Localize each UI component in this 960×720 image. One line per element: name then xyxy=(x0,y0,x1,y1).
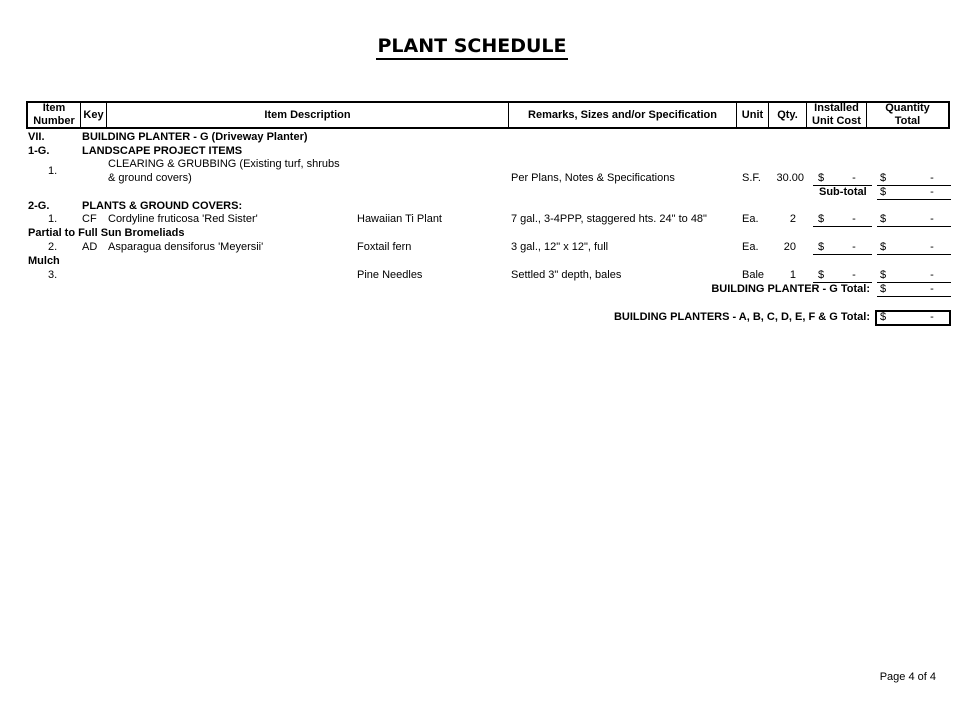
total-underline xyxy=(877,226,951,227)
total-symbol: $ xyxy=(880,269,887,281)
section-name: BUILDING PLANTER - G (Driveway Planter) xyxy=(82,131,308,143)
total-symbol: $ xyxy=(880,172,887,184)
subtotal-value: - xyxy=(930,186,934,198)
item-common-name: Hawaiian Ti Plant xyxy=(357,213,442,225)
col-quantity-total: Quantity Total xyxy=(885,102,930,127)
subgroup-heading: Partial to Full Sun Bromeliads xyxy=(28,227,185,239)
item-number: 2. xyxy=(48,241,58,253)
subtotal-symbol: $ xyxy=(880,186,887,198)
section-total-label: BUILDING PLANTER - G Total: xyxy=(711,283,870,295)
item-number: 3. xyxy=(48,269,58,281)
item-qty: 20 xyxy=(783,241,796,253)
subtotal-label: Sub-total xyxy=(819,186,867,198)
group2-name: PLANTS & GROUND COVERS: xyxy=(82,200,243,212)
page-number: Page 4 of 4 xyxy=(879,671,936,683)
section-total-underline xyxy=(877,296,951,297)
item-qty: 30.00 xyxy=(776,172,804,184)
section-number: VII. xyxy=(28,131,45,143)
total-underline xyxy=(877,282,951,283)
cost-value: - xyxy=(852,241,856,253)
col-unit: Unit xyxy=(737,103,769,127)
item-common-name: Foxtail fern xyxy=(357,241,412,253)
item-qty: 1 xyxy=(789,269,796,281)
cost-value: - xyxy=(852,172,856,184)
grand-total-label: BUILDING PLANTERS - A, B, C, D, E, F & G Total: xyxy=(613,311,870,323)
item-remarks: Per Plans, Notes & Specifications xyxy=(511,172,675,184)
col-installed-unit-cost: Installed Unit Cost xyxy=(807,103,867,127)
col-qty: Qty. xyxy=(769,103,807,127)
section-total-symbol: $ xyxy=(880,283,887,295)
cost-symbol: $ xyxy=(818,269,825,281)
total-value: - xyxy=(930,269,934,281)
col-remarks: Remarks, Sizes and/or Specification xyxy=(509,103,737,127)
grand-total-value: - xyxy=(930,311,934,323)
item-unit: S.F. xyxy=(742,172,761,184)
item-description-cont: & ground covers) xyxy=(108,172,192,184)
table-header xyxy=(26,101,950,129)
item-unit: Bale xyxy=(742,269,765,281)
col-item-description: Item Description xyxy=(107,103,509,127)
item-remarks: Settled 3" depth, bales xyxy=(511,269,622,281)
total-symbol: $ xyxy=(880,213,887,225)
item-key: AD xyxy=(82,241,98,253)
item-unit: Ea. xyxy=(742,241,759,253)
item-qty: 2 xyxy=(789,213,796,225)
item-botanical-name: Asparagua densiforus 'Meyersii' xyxy=(108,241,264,253)
total-symbol: $ xyxy=(880,241,887,253)
cost-underline xyxy=(813,254,872,255)
subtotal-underline xyxy=(877,199,951,200)
item-unit: Ea. xyxy=(742,213,759,225)
item-description: CLEARING & GRUBBING (Existing turf, shrubs xyxy=(108,158,340,170)
item-botanical-name: Cordyline fruticosa 'Red Sister' xyxy=(108,213,258,225)
cost-value: - xyxy=(852,269,856,281)
item-remarks: 7 gal., 3-4PPP, staggered hts. 24" to 48" xyxy=(511,213,707,225)
cost-value: - xyxy=(852,213,856,225)
total-underline xyxy=(877,185,951,186)
total-value: - xyxy=(930,172,934,184)
item-key: CF xyxy=(82,213,97,225)
item-number: 1. xyxy=(48,213,58,225)
col-key: Key xyxy=(81,103,107,127)
total-value: - xyxy=(930,241,934,253)
section-total-value: - xyxy=(930,283,934,295)
total-underline xyxy=(877,254,951,255)
cost-symbol: $ xyxy=(818,172,825,184)
cost-underline xyxy=(813,226,872,227)
document-title: PLANT SCHEDULE xyxy=(0,35,944,57)
group1-name: LANDSCAPE PROJECT ITEMS xyxy=(82,145,243,157)
item-remarks: 3 gal., 12" x 12", full xyxy=(511,241,609,253)
total-value: - xyxy=(930,213,934,225)
cost-symbol: $ xyxy=(818,213,825,225)
item-number: 1. xyxy=(48,165,58,177)
grand-total-symbol: $ xyxy=(880,311,887,323)
grand-total-box xyxy=(875,310,951,326)
subgroup-heading: Mulch xyxy=(28,255,60,267)
group1-number: 1-G. xyxy=(28,145,50,157)
cost-symbol: $ xyxy=(818,241,825,253)
group2-number: 2-G. xyxy=(28,200,50,212)
item-common-name: Pine Needles xyxy=(357,269,423,281)
col-item-number: Item Number xyxy=(28,103,81,127)
